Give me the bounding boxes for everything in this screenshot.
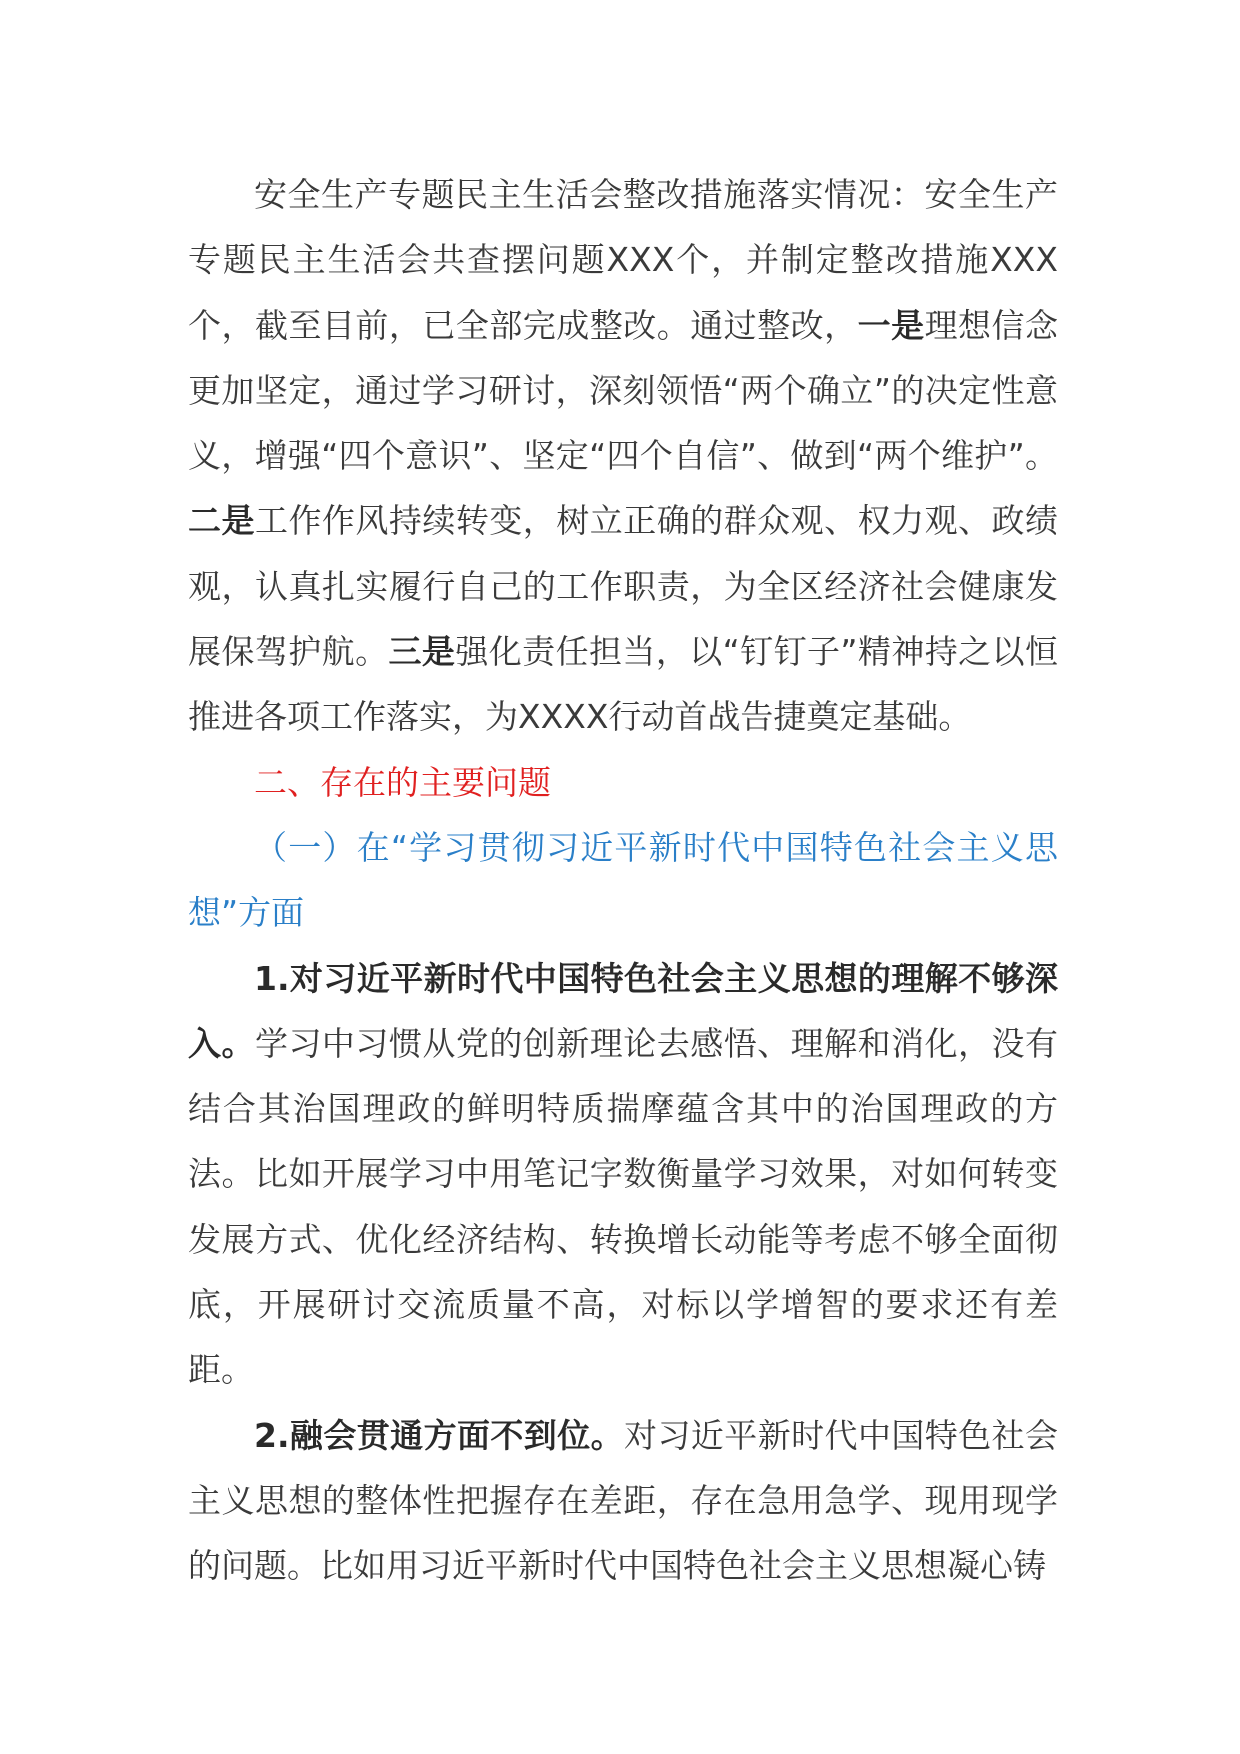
paragraph-text: 强化责任担当，以“钉钉子”精神持之以恒推进各项工作落实，为XXXX行动首战告捷奠定基础。 <box>188 632 1059 737</box>
issue-item-1 <box>188 946 1058 1403</box>
bold-marker-first: 一是 <box>857 305 925 345</box>
section-heading: 二、存在的主要问题 <box>254 762 551 802</box>
paragraph-text: 工作作风持续转变，树立正确的群众观、权力观、政绩观，认真扎实履行自己的工作职责，为全区经济社会健康发展保驾护航。 <box>188 501 1059 672</box>
bold-marker-second: 二是 <box>188 501 255 541</box>
issue-item-2 <box>188 1403 1058 1599</box>
bold-marker-third: 三是 <box>388 632 456 672</box>
issue-item-body: 对习近平新时代中国特色社会主义思想的整体性把握存在差距，存在急用急学、现用现学的问题。比如用习近平新时代中国特色社会主义思想凝心铸 <box>188 1415 1059 1586</box>
paragraph-text: 理想信念更加坚定，通过学习研讨，深刻领悟“两个确立”的决定性意义，增强“四个意识”、坚定“四个自信”、做到“两个维护”。 <box>188 305 1059 476</box>
paragraph-rectification-summary <box>188 162 1058 750</box>
issue-item-title: 2.融会贯通方面不到位。 <box>254 1415 625 1455</box>
paragraph-text: 安全生产专题民主生活会整改措施落实情况：安全生产专题民主生活会共查摆问题XXX个，并制定整改措施XXX个，截至目前，已全部完成整改。通过整改， <box>188 175 1058 345</box>
subsection-heading: （一）在“学习贯彻习近平新时代中国特色社会主义思想”方面 <box>188 827 1058 933</box>
document-page <box>188 162 1058 1599</box>
issue-item-body: 学习中习惯从党的创新理论去感悟、理解和消化，没有结合其治国理政的鲜明特质揣摩蕴含其中的治国理政的方法。比如开展学习中用笔记字数衡量学习效果，对如何转变发展方式、优化经济结构、转换增长动能等考虑不够全面彻底，开展研讨交流质量不高，对标以学增智的要求还有差距。 <box>188 1023 1059 1390</box>
issue-item-title: 1.对习近平新时代中国特色社会主义思想的理解不够深入。 <box>188 958 1058 1063</box>
